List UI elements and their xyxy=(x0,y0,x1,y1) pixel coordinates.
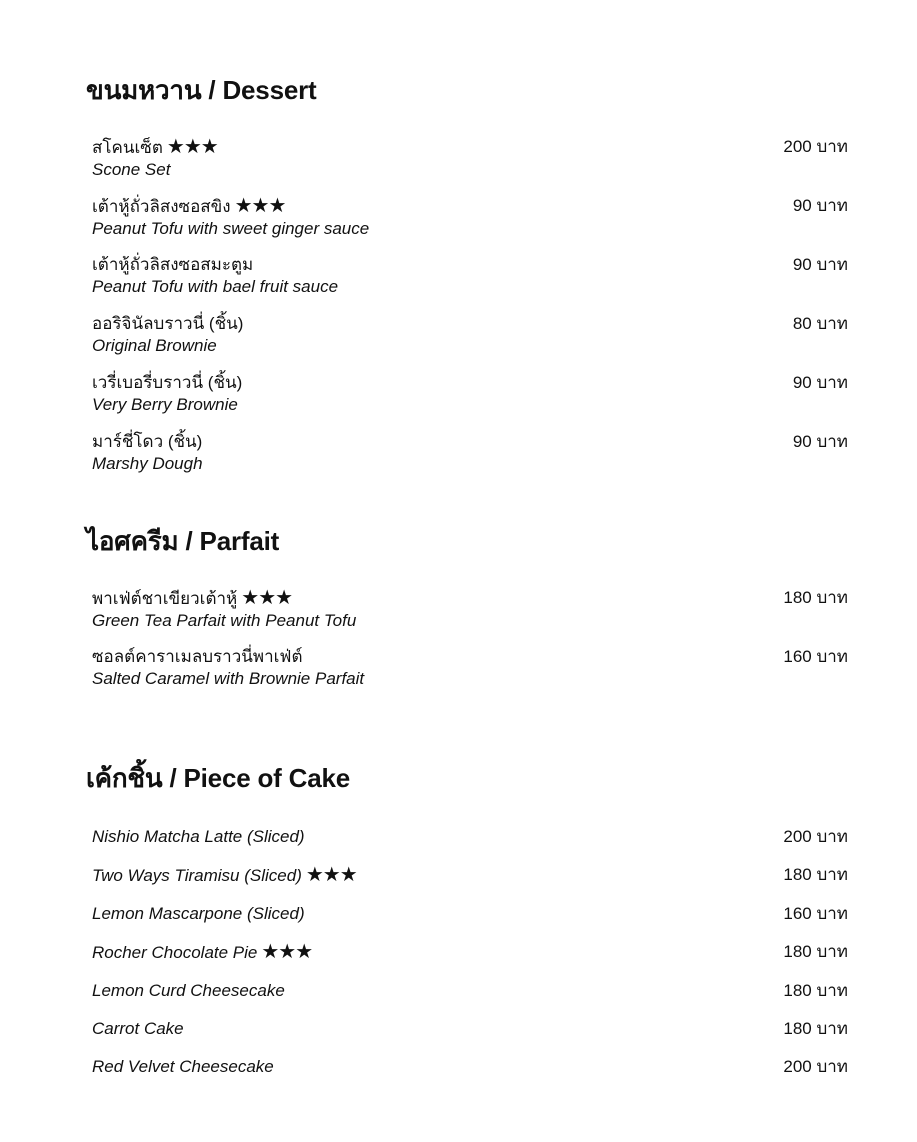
item-name-th: ซอลต์คาราเมลบราวนี่พาเฟ่ต์ xyxy=(92,647,303,666)
item-name-en: Lemon Curd Cheesecake xyxy=(92,980,285,1000)
item-name-en: Peanut Tofu with sweet ginger sauce xyxy=(92,219,370,238)
section-title: เค้กชิ้น / Piece of Cake xyxy=(86,763,351,793)
item-name-en: Two Ways Tiramisu (Sliced) ★★★ xyxy=(92,864,357,887)
menu-item xyxy=(92,195,848,254)
item-price: 200 บาท xyxy=(783,1057,848,1077)
menu-item xyxy=(92,864,848,902)
menu-item xyxy=(92,903,848,941)
menu-item xyxy=(92,254,848,313)
item-name-en: Rocher Chocolate Pie ★★★ xyxy=(92,941,313,964)
item-price: 180 บาท xyxy=(783,980,848,1000)
item-price: 160 บาท xyxy=(783,903,848,923)
item-name-en: Lemon Mascarpone (Sliced) xyxy=(92,903,305,923)
item-name-en: Nishio Matcha Latte (Sliced) xyxy=(92,827,305,846)
menu-item xyxy=(92,431,848,490)
menu-item xyxy=(92,980,848,1018)
item-price: 90 บาท xyxy=(792,373,848,392)
section-cake xyxy=(86,762,848,1095)
star-rating-icon: ★★★ xyxy=(234,195,286,217)
menu-item xyxy=(92,136,848,195)
section-dessert xyxy=(86,74,848,490)
menu-item xyxy=(92,372,848,431)
item-name-th: เวรี่เบอรี่บราวนี่ (ชิ้น) xyxy=(92,373,243,392)
menu-item xyxy=(92,826,848,864)
item-name-en: Green Tea Parfait with Peanut Tofu xyxy=(92,611,357,630)
menu-item xyxy=(92,1056,848,1094)
star-rating-icon: ★★★ xyxy=(305,864,357,887)
section-title: ขนมหวาน / Dessert xyxy=(86,75,317,105)
star-rating-icon: ★★★ xyxy=(241,587,293,609)
item-name-en: Very Berry Brownie xyxy=(92,395,238,414)
item-name-th: เต้าหู้ถั่วลิสงซอสมะตูม xyxy=(92,255,254,274)
item-price: 200 บาท xyxy=(783,827,848,846)
item-price: 90 บาท xyxy=(792,196,848,215)
section-title: ไอศครีม / Parfait xyxy=(86,526,280,556)
star-rating-icon: ★★★ xyxy=(261,941,313,964)
menu-item xyxy=(92,1018,848,1056)
item-name-th: มาร์ชี่โดว (ชิ้น) xyxy=(92,432,203,451)
item-name-th: พาเฟ่ต์ชาเขียวเต้าหู้ ★★★ xyxy=(92,587,293,609)
menu-item xyxy=(92,646,848,705)
item-name-th: ออริจินัลบราวนี่ (ชิ้น) xyxy=(92,314,244,333)
item-price: 80 บาท xyxy=(792,314,848,333)
item-name-en: Red Velvet Cheesecake xyxy=(92,1057,274,1077)
item-name-en: Scone Set xyxy=(92,160,171,179)
item-price: 200 บาท xyxy=(783,137,848,156)
star-rating-icon: ★★★ xyxy=(166,136,218,158)
item-name-th: สโคนเซ็ต ★★★ xyxy=(92,136,218,158)
item-name-en: Carrot Cake xyxy=(92,1018,184,1038)
menu-item xyxy=(92,313,848,372)
item-name-th: เต้าหู้ถั่วลิสงซอสขิง ★★★ xyxy=(92,195,286,217)
item-price: 160 บาท xyxy=(783,647,848,666)
menu-item xyxy=(92,587,848,646)
item-price: 180 บาท xyxy=(783,588,848,607)
item-price: 90 บาท xyxy=(792,432,848,451)
item-name-en: Peanut Tofu with bael fruit sauce xyxy=(92,277,339,296)
menu-item xyxy=(92,941,848,979)
item-name-en: Salted Caramel with Brownie Parfait xyxy=(92,669,365,688)
item-name-en: Marshy Dough xyxy=(92,454,203,473)
item-name-en: Original Brownie xyxy=(92,336,217,355)
item-price: 180 บาท xyxy=(783,865,848,885)
item-price: 180 บาท xyxy=(783,942,848,962)
item-price: 90 บาท xyxy=(792,255,848,274)
item-price: 180 บาท xyxy=(783,1018,848,1038)
section-parfait xyxy=(86,525,848,705)
